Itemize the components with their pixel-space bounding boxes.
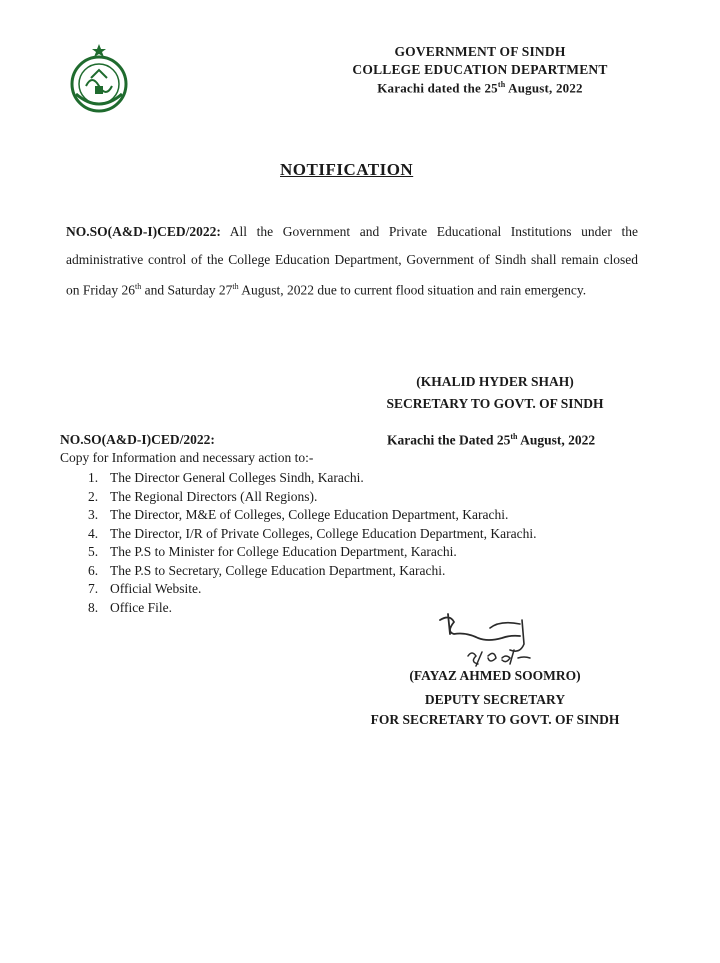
list-item: 1. The Director General Colleges Sindh, Karachi. xyxy=(88,470,364,485)
header-date: Karachi dated the 25th August, 2022 xyxy=(377,80,583,96)
copy-ref: NO.SO(A&D-I)CED/2022: xyxy=(60,432,215,447)
notification-ref: NO.SO(A&D-I)CED/2022: xyxy=(66,224,221,239)
list-item: 7. Official Website. xyxy=(88,581,202,596)
copy-date: Karachi the Dated 25th August, 2022 xyxy=(387,432,596,448)
signatory-2-for-line: FOR SECRETARY TO GOVT. OF SINDH xyxy=(370,712,620,727)
signatory-name: (KHALID HYDER SHAH) xyxy=(416,374,574,389)
list-item: 8. Office File. xyxy=(88,599,172,615)
signatory-2-designation: DEPUTY SECRETARY xyxy=(424,692,566,707)
copy-intro: Copy for Information and necessary action to:- xyxy=(60,450,314,465)
list-item: 3. The Director, M&E of Colleges, College Education Department, Karachi. xyxy=(88,507,509,522)
header-government: GOVERNMENT OF SINDH xyxy=(394,44,566,59)
signatory-designation: SECRETARY TO GOVT. OF SINDH xyxy=(386,396,604,411)
distribution-list xyxy=(88,469,536,617)
header-department: COLLEGE EDUCATION DEPARTMENT xyxy=(352,62,608,77)
page-title: NOTIFICATION xyxy=(280,160,414,179)
list-item: 4. The Director, I/R of Private Colleges, College Education Department, Karachi. xyxy=(88,525,537,541)
list-item: 2. The Regional Directors (All Regions). xyxy=(88,488,318,504)
list-item: 6. The P.S to Secretary, College Education Department, Karachi. xyxy=(88,562,446,578)
notification-body: NO.SO(A&D-I)CED/2022: All the Government and Private Educational Institutions under the administrative control of the College Education Department, Government of Sindh shall remain closed on Friday 26th and Saturday 27th August, 2022 due to current flood situation and rain emergency. xyxy=(66,224,638,298)
list-item: 5. The P.S to Minister for College Education Department, Karachi. xyxy=(88,544,457,559)
signatory-2-name: (FAYAZ AHMED SOOMRO) xyxy=(409,668,581,683)
government-of-sindh-seal xyxy=(64,42,134,114)
handwritten-signature xyxy=(430,606,570,670)
